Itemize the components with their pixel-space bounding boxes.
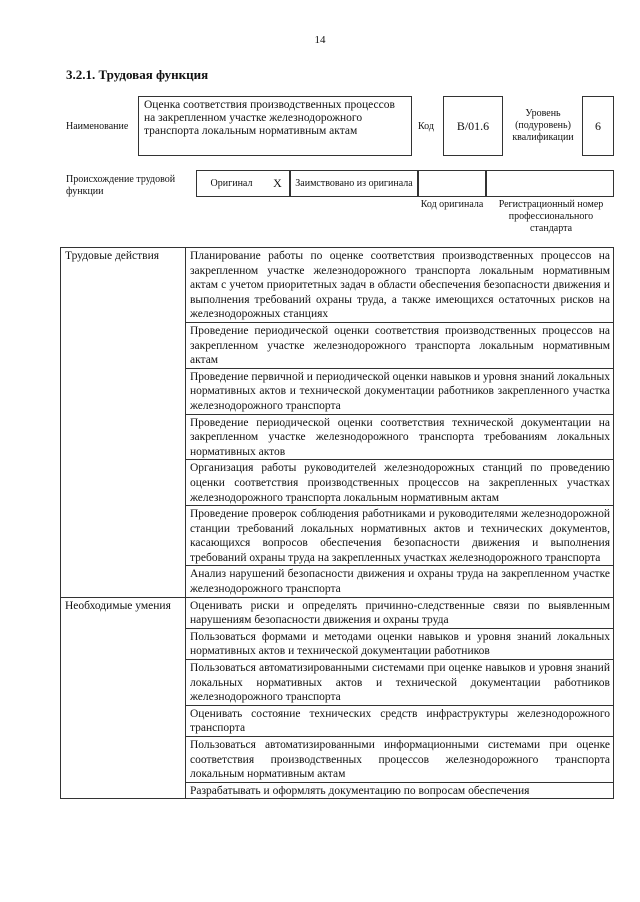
section-title-cell: Трудовые действия xyxy=(61,248,186,598)
borrowed-cell: Заимствовано из оригинала xyxy=(290,170,418,197)
table-cell: Пользоваться автоматизированными информационными системами при оценке соответствия производственных процессов железнодорожного транспорта локальным нормативным актам xyxy=(186,737,614,783)
name-label: Наименование xyxy=(66,121,129,132)
qualification-level-label: Уровень (подуровень) квалификации xyxy=(512,108,574,143)
code-label: Код xyxy=(418,121,434,132)
table-cell: Оценивать риски и определять причинно-следственные связи по выявленным нарушениям безопасности движения и охраны труда xyxy=(186,597,614,628)
code-original-label: Код оригинала xyxy=(420,199,484,210)
table-cell: Проведение периодической оценки соответствия технической документации на закрепленном участке железнодорожного транспорта требованиям локальных нормативных актов xyxy=(186,414,614,460)
page-number: 14 xyxy=(314,34,326,46)
code-original-cell xyxy=(418,170,486,197)
table-cell: Планирование работы по оценке соответствия производственных процессов на закрепленном участке железнодорожного транспорта локальным нормативным актам с учетом приоритетных задач в области обеспечения безопасности движения и выполнения требований охраны труда, а также имеющихся остаточных рисков на железнодорожных станциях xyxy=(186,248,614,323)
section-title-cell: Необходимые умения xyxy=(61,597,186,799)
table-cell: Пользоваться автоматизированными системами при оценке навыков и уровня знаний локальных нормативных актов и технической документации работников железнодорожного транспорта xyxy=(186,660,614,706)
table-cell: Организация работы руководителей железнодорожных станций по проведению оценки соответствия производственных процессов на закрепленных участках железнодорожного транспорта локальным нормативным актам xyxy=(186,460,614,506)
table-cell: Пользоваться формами и методами оценки навыков и уровня знаний локальных нормативных актов и технической документации работников xyxy=(186,628,614,659)
table-row xyxy=(61,597,614,628)
table-cell: Проведение периодической оценки соответствия производственных процессов на закрепленном участке железнодорожного транспорта локальным нормативным актам xyxy=(186,322,614,368)
table-cell: Разрабатывать и оформлять документацию по вопросам обеспечения xyxy=(186,782,614,799)
table-cell: Проведение проверок соблюдения работниками и руководителями железнодорожной станции требований локальных нормативных актов и технических документов, касающихся вопросов обеспечения безопасности движения и выполнения требований охраны труда на закрепленных участках железнодорожного транспорта xyxy=(186,506,614,566)
origin-row xyxy=(196,170,614,197)
table-cell: Анализ нарушений безопасности движения и охраны труда на закрепленном участке железнодорожного транспорта xyxy=(186,566,614,597)
function-table xyxy=(60,247,614,799)
section-title: 3.2.1. Трудовая функция xyxy=(66,67,209,82)
table-row xyxy=(61,248,614,323)
table-cell: Оценивать состояние технических средств инфраструктуры железнодорожного транспорта xyxy=(186,705,614,736)
function-code-box: В/01.6 xyxy=(443,96,503,156)
table-cell: Проведение первичной и периодической оценки навыков и уровня знаний локальных нормативных актов и технической документации работников закрепленного участка железнодорожного транспорта xyxy=(186,368,614,414)
original-cell: Оригинал xyxy=(196,170,266,197)
original-mark: X xyxy=(266,170,290,197)
function-name-box: Оценка соответствия производственных процессов на закрепленном участке железнодорожного транспорта локальным нормативным актам xyxy=(138,96,412,156)
qualification-level-box: 6 xyxy=(582,96,614,156)
reg-number-cell xyxy=(486,170,614,197)
origin-label: Происхождение трудовой функции xyxy=(66,174,176,197)
reg-number-label: Регистрационный номер профессионального стандарта xyxy=(498,199,604,234)
